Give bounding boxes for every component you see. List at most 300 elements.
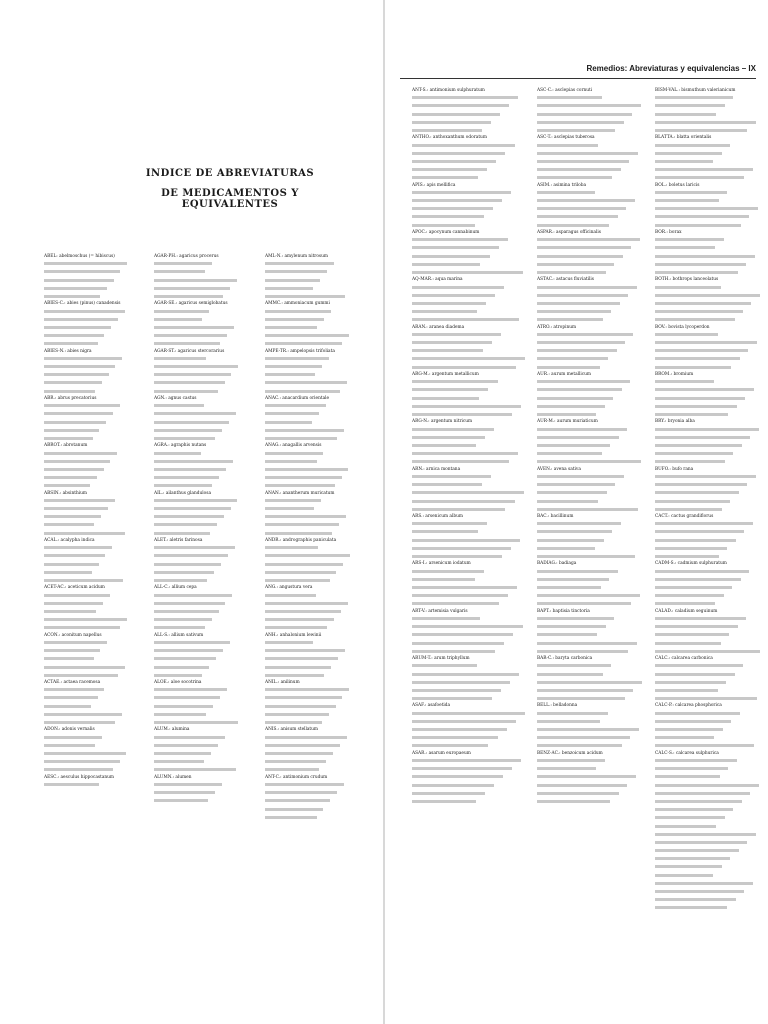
index-entry: AUR.: aurum metallicum (537, 372, 592, 378)
index-entry: AESC.: aesculus hippocastanum (44, 774, 114, 780)
illegible-entry-line (412, 483, 526, 489)
index-entry: ARS.: arsenicum album (412, 514, 463, 520)
index-entry: ACON.: aconitum napellus (44, 632, 102, 638)
illegible-entry-line (154, 594, 240, 600)
index-entry: ASPAR.: asparagus officinalis (537, 230, 601, 236)
index-entry: CACT.: cactus grandiflorus (655, 514, 714, 520)
index-entry: AQ-MAR.: aqua marina (412, 277, 463, 283)
index-entry: BISM-VAL.: bismuthum valerianicum (655, 88, 736, 93)
illegible-entry-line (537, 759, 643, 765)
illegible-entry-line (412, 681, 526, 687)
illegible-entry-line (537, 530, 643, 536)
illegible-entry-line (154, 452, 240, 458)
illegible-entry-line (154, 649, 240, 655)
index-entry: ABEL: abelmoschus (= hibiscus) (44, 254, 115, 259)
illegible-entry-line (655, 199, 761, 205)
column-2 (154, 254, 240, 780)
illegible-entry-line (265, 563, 351, 569)
illegible-entry-line (655, 775, 761, 781)
illegible-entry-line (537, 160, 643, 166)
column-5 (537, 88, 643, 756)
illegible-entry-line (412, 800, 526, 806)
illegible-entry-line (537, 578, 643, 584)
illegible-entry-line (44, 744, 128, 750)
illegible-entry-line (537, 397, 643, 403)
illegible-entry-line (537, 428, 643, 434)
illegible-entry-line (655, 784, 761, 790)
illegible-entry-line (154, 760, 240, 766)
illegible-entry-line (154, 499, 240, 505)
illegible-entry-line (154, 563, 240, 569)
illegible-entry-line (537, 547, 643, 553)
illegible-entry-line (154, 791, 240, 797)
index-entry: ABIES-C.: abies (pinus) canadensis (44, 301, 121, 307)
running-header (400, 64, 756, 79)
index-entry: AVEN.: avena sativa (537, 466, 581, 472)
column-6 (655, 88, 761, 754)
illegible-entry-line (655, 617, 761, 623)
illegible-entry-line (265, 412, 351, 418)
index-entry: BLATTA.: blatta orientalis (655, 135, 712, 141)
illegible-entry-line (265, 666, 351, 672)
illegible-entry-line (44, 594, 128, 600)
illegible-entry-line (655, 874, 761, 880)
illegible-entry-line (537, 246, 643, 252)
running-header-text: Remedios: Abreviaturas y equivalencias – IX (586, 64, 756, 73)
illegible-entry-line (537, 681, 643, 687)
illegible-entry-line (655, 121, 761, 127)
illegible-entry-line (265, 373, 351, 379)
illegible-entry-line (537, 168, 643, 174)
illegible-entry-line (412, 539, 526, 545)
illegible-entry-line (537, 452, 643, 458)
index-entry: CADM-S.: cadmium sulphuratum (655, 561, 727, 567)
index-entry: ALL-C.: allium cepa (154, 585, 197, 591)
illegible-entry-line (265, 736, 351, 742)
illegible-entry-line (44, 334, 128, 340)
illegible-entry-line (655, 255, 761, 261)
illegible-entry-line (655, 380, 761, 386)
illegible-entry-line (265, 429, 351, 435)
illegible-entry-line (44, 357, 128, 363)
illegible-entry-line (154, 610, 240, 616)
illegible-entry-line (537, 286, 643, 292)
index-entry: ABSIN.: absinthium (44, 490, 87, 496)
illegible-entry-line (154, 412, 240, 418)
illegible-entry-line (44, 563, 128, 569)
illegible-entry-line (154, 318, 240, 324)
index-entry: ANDR.: andrographis paniculata (265, 538, 337, 544)
illegible-entry-line (154, 310, 240, 316)
illegible-entry-line (265, 744, 351, 750)
illegible-entry-line (655, 238, 761, 244)
illegible-entry-line (537, 104, 643, 110)
illegible-entry-line (537, 689, 643, 695)
illegible-entry-line (655, 263, 761, 269)
illegible-entry-line (265, 713, 351, 719)
illegible-entry-line (655, 906, 761, 912)
illegible-entry-line (655, 191, 761, 197)
illegible-entry-line (655, 800, 761, 806)
illegible-entry-line (412, 310, 526, 316)
illegible-entry-line (655, 712, 761, 718)
illegible-entry-line (655, 333, 761, 339)
illegible-entry-line (537, 570, 643, 576)
illegible-entry-line (412, 586, 526, 592)
illegible-entry-line (412, 405, 526, 411)
illegible-entry-line (655, 539, 761, 545)
illegible-entry-line (655, 530, 761, 536)
illegible-entry-line (154, 688, 240, 694)
illegible-entry-line (412, 491, 526, 497)
illegible-entry-line (265, 657, 351, 663)
illegible-entry-line (655, 152, 761, 158)
illegible-entry-line (655, 664, 761, 670)
illegible-entry-line (537, 792, 643, 798)
illegible-entry-line (154, 523, 240, 529)
illegible-entry-line (154, 270, 240, 276)
illegible-entry-line (412, 625, 526, 631)
illegible-entry-line (537, 500, 643, 506)
illegible-entry-line (537, 152, 643, 158)
index-entry: BAC.: bacillinum (537, 514, 574, 520)
illegible-entry-line (655, 849, 761, 855)
illegible-entry-line (265, 799, 351, 805)
illegible-entry-line (154, 468, 240, 474)
index-entry: ANAN.: anantherum muricatum (265, 490, 335, 496)
index-entry: ALET.: aletris farinosa (154, 538, 203, 544)
illegible-entry-line (537, 728, 643, 734)
illegible-entry-line (265, 421, 351, 427)
illegible-entry-line (412, 642, 526, 648)
column-4 (412, 88, 526, 756)
illegible-entry-line (655, 522, 761, 528)
illegible-entry-line (44, 602, 128, 608)
illegible-entry-line (44, 310, 128, 316)
index-entry: BELL.: belladonna (537, 703, 578, 709)
illegible-entry-line (154, 429, 240, 435)
illegible-entry-line (265, 318, 351, 324)
illegible-entry-line (537, 800, 643, 806)
index-entry: ARG-N.: argentum nitricum (412, 419, 473, 425)
illegible-entry-line (655, 890, 761, 896)
illegible-entry-line (537, 380, 643, 386)
illegible-entry-line (655, 207, 761, 213)
illegible-entry-line (655, 349, 761, 355)
illegible-entry-line (44, 618, 128, 624)
illegible-entry-line (655, 720, 761, 726)
illegible-entry-line (655, 357, 761, 363)
illegible-entry-line (655, 483, 761, 489)
illegible-entry-line (537, 522, 643, 528)
illegible-entry-line (655, 113, 761, 119)
index-entry: ANT-C.: antimonium crudum (265, 774, 328, 780)
illegible-entry-line (537, 539, 643, 545)
illegible-entry-line (154, 602, 240, 608)
illegible-entry-line (655, 833, 761, 839)
illegible-entry-line (154, 334, 240, 340)
illegible-entry-line (44, 476, 128, 482)
illegible-entry-line (537, 625, 643, 631)
index-entry: ARS-I.: arsenicum iodatum (412, 561, 471, 567)
illegible-entry-line (412, 673, 526, 679)
illegible-entry-line (412, 594, 526, 600)
illegible-entry-line (655, 633, 761, 639)
illegible-entry-line (44, 318, 128, 324)
illegible-entry-line (44, 760, 128, 766)
illegible-entry-line (537, 263, 643, 269)
index-entry: ACTAE.: actaea racemosa (44, 680, 101, 686)
illegible-entry-line (655, 341, 761, 347)
illegible-entry-line (412, 388, 526, 394)
index-entry: AMMC.: ammoniacum gummi (265, 301, 330, 307)
illegible-entry-line (265, 404, 351, 410)
index-entry: ALUMN.: alumen (154, 774, 192, 780)
illegible-entry-line (537, 302, 643, 308)
index-entry: ASC-T.: asclepias tuberosa (537, 135, 595, 141)
illegible-entry-line (537, 775, 643, 781)
index-entry: ANG.: angustura vera (265, 585, 313, 591)
illegible-entry-line (537, 720, 643, 726)
illegible-entry-line (265, 791, 351, 797)
index-entry: ANIS.: anisum stellatum (265, 727, 318, 733)
illegible-entry-line (44, 515, 128, 521)
illegible-entry-line (44, 404, 128, 410)
illegible-entry-line (655, 736, 761, 742)
illegible-entry-line (154, 507, 240, 513)
illegible-entry-line (537, 444, 643, 450)
illegible-entry-line (44, 610, 128, 616)
illegible-entry-line (537, 96, 643, 102)
index-entry: ACAL.: acalypha indica (44, 538, 95, 544)
illegible-entry-line (412, 380, 526, 386)
illegible-entry-line (265, 602, 351, 608)
illegible-entry-line (154, 666, 240, 672)
illegible-entry-line (537, 633, 643, 639)
illegible-entry-line (412, 664, 526, 670)
illegible-entry-line (655, 808, 761, 814)
illegible-entry-line (655, 759, 761, 765)
illegible-entry-line (412, 255, 526, 261)
illegible-entry-line (154, 705, 240, 711)
illegible-entry-line (265, 554, 351, 560)
illegible-entry-line (265, 515, 351, 521)
illegible-entry-line (412, 207, 526, 213)
illegible-entry-line (265, 287, 351, 293)
illegible-entry-line (655, 825, 761, 831)
illegible-entry-line (44, 705, 128, 711)
illegible-entry-line (655, 586, 761, 592)
illegible-entry-line (44, 262, 128, 268)
illegible-entry-line (265, 279, 351, 285)
illegible-entry-line (44, 783, 128, 789)
illegible-entry-line (412, 720, 526, 726)
illegible-entry-line (154, 752, 240, 758)
illegible-entry-line (412, 96, 526, 102)
index-entry: CALC-S.: calcarea sulphurica (655, 750, 719, 756)
illegible-entry-line (154, 736, 240, 742)
illegible-entry-line (265, 334, 351, 340)
illegible-entry-line (44, 365, 128, 371)
illegible-entry-line (537, 642, 643, 648)
index-entry: BAR-C.: baryta carbonica (537, 656, 593, 662)
illegible-entry-line (537, 767, 643, 773)
illegible-entry-line (537, 405, 643, 411)
illegible-entry-line (655, 436, 761, 442)
illegible-entry-line (154, 554, 240, 560)
illegible-entry-line (154, 404, 240, 410)
illegible-entry-line (655, 578, 761, 584)
illegible-entry-line (44, 507, 128, 513)
illegible-entry-line (265, 365, 351, 371)
index-entry: ATRO.: atropinum (537, 324, 577, 330)
illegible-entry-line (412, 570, 526, 576)
illegible-entry-line (537, 491, 643, 497)
illegible-entry-line (655, 857, 761, 863)
illegible-entry-line (655, 310, 761, 316)
index-entry: ASAF.: asafoetida (412, 703, 451, 709)
illegible-entry-line (412, 397, 526, 403)
illegible-entry-line (154, 326, 240, 332)
index-entry: CALC-P.: calcarea phosphorica (655, 703, 722, 709)
index-entry: AML-N.: amylenum nitrosum (265, 254, 328, 259)
illegible-entry-line (412, 333, 526, 339)
illegible-entry-line (412, 689, 526, 695)
illegible-entry-line (412, 238, 526, 244)
illegible-entry-line (44, 666, 128, 672)
illegible-entry-line (265, 688, 351, 694)
illegible-entry-line (537, 736, 643, 742)
index-entry: ABIES-N.: abies nigra (44, 348, 92, 354)
index-entry: ANAG.: anagallis arvensis (265, 443, 322, 449)
illegible-entry-line (44, 460, 128, 466)
index-entry: AGAR-ST.: agaricus stercorarius (154, 348, 225, 354)
illegible-entry-line (537, 664, 643, 670)
index-entry: ANH.: anhalonium lewinii (265, 632, 322, 638)
illegible-entry-line (412, 530, 526, 536)
illegible-entry-line (412, 160, 526, 166)
title-line-2: DE MEDICAMENTOS Y EQUIVALENTES (161, 188, 299, 210)
illegible-entry-line (412, 246, 526, 252)
index-entry: BOR.: borax (655, 230, 682, 236)
illegible-entry-line (154, 357, 240, 363)
column-1 (44, 254, 128, 780)
illegible-entry-line (154, 262, 240, 268)
illegible-entry-line (655, 452, 761, 458)
index-entry: ALL-S.: allium sativum (154, 632, 204, 638)
illegible-entry-line (154, 571, 240, 577)
illegible-entry-line (655, 841, 761, 847)
illegible-entry-line (154, 421, 240, 427)
illegible-entry-line (537, 349, 643, 355)
illegible-entry-line (265, 641, 351, 647)
illegible-entry-line (154, 641, 240, 647)
index-entry: ACET-AC.: aceticum acidum (44, 585, 105, 591)
illegible-entry-line (412, 168, 526, 174)
illegible-entry-line (655, 865, 761, 871)
illegible-entry-line (154, 381, 240, 387)
index-title (120, 168, 340, 210)
index-entry: AGAR-SE.: agaricus semiglobatus (154, 301, 228, 307)
illegible-entry-line (655, 144, 761, 150)
illegible-entry-line (412, 500, 526, 506)
illegible-entry-line (655, 500, 761, 506)
illegible-entry-line (412, 736, 526, 742)
illegible-entry-line (412, 436, 526, 442)
illegible-entry-line (537, 207, 643, 213)
illegible-entry-line (655, 792, 761, 798)
index-entry: ARUM-T.: arum triphyllum (412, 656, 470, 662)
illegible-entry-line (537, 191, 643, 197)
illegible-entry-line (412, 617, 526, 623)
illegible-entry-line (412, 784, 526, 790)
illegible-entry-line (537, 617, 643, 623)
illegible-entry-line (154, 460, 240, 466)
illegible-entry-line (265, 523, 351, 529)
illegible-entry-line (655, 444, 761, 450)
illegible-entry-line (655, 689, 761, 695)
illegible-entry-line (537, 784, 643, 790)
illegible-entry-line (44, 641, 128, 647)
illegible-entry-line (655, 246, 761, 252)
illegible-entry-line (412, 286, 526, 292)
index-entry: AUR-M.: aurum muriaticum (537, 419, 598, 425)
illegible-entry-line (537, 388, 643, 394)
illegible-entry-line (44, 752, 128, 758)
illegible-entry-line (655, 547, 761, 553)
illegible-entry-line (265, 357, 351, 363)
index-entry: CALAD.: caladium seguinum (655, 608, 718, 614)
illegible-entry-line (44, 554, 128, 560)
illegible-entry-line (412, 302, 526, 308)
index-entry: ASTAC.: astacus fluviatilis (537, 277, 594, 283)
index-entry: BOL.: boletus laricis (655, 182, 700, 188)
illegible-entry-line (154, 657, 240, 663)
index-entry: ANAC.: anacardium orientale (265, 396, 330, 402)
illegible-entry-line (412, 792, 526, 798)
illegible-entry-line (44, 287, 128, 293)
illegible-entry-line (655, 594, 761, 600)
index-entry: AGAR-PH.: agaricus procerus (154, 254, 219, 259)
illegible-entry-line (412, 191, 526, 197)
illegible-entry-line (655, 475, 761, 481)
illegible-entry-line (44, 546, 128, 552)
illegible-entry-line (537, 712, 643, 718)
illegible-entry-line (412, 144, 526, 150)
illegible-entry-line (154, 373, 240, 379)
illegible-entry-line (655, 397, 761, 403)
illegible-entry-line (265, 594, 351, 600)
illegible-entry-line (412, 215, 526, 221)
illegible-entry-line (655, 405, 761, 411)
illegible-entry-line (154, 287, 240, 293)
illegible-entry-line (412, 522, 526, 528)
illegible-entry-line (44, 499, 128, 505)
illegible-entry-line (537, 357, 643, 363)
illegible-entry-line (265, 460, 351, 466)
illegible-entry-line (655, 302, 761, 308)
column-3 (265, 254, 351, 780)
illegible-entry-line (154, 279, 240, 285)
illegible-entry-line (265, 705, 351, 711)
illegible-entry-line (265, 760, 351, 766)
illegible-entry-line (44, 326, 128, 332)
index-entry: ADON.: adonis vernalis (44, 727, 95, 733)
illegible-entry-line (265, 696, 351, 702)
index-entry: BADIAG.: badiaga (537, 561, 577, 567)
illegible-entry-line (655, 215, 761, 221)
illegible-entry-line (537, 333, 643, 339)
